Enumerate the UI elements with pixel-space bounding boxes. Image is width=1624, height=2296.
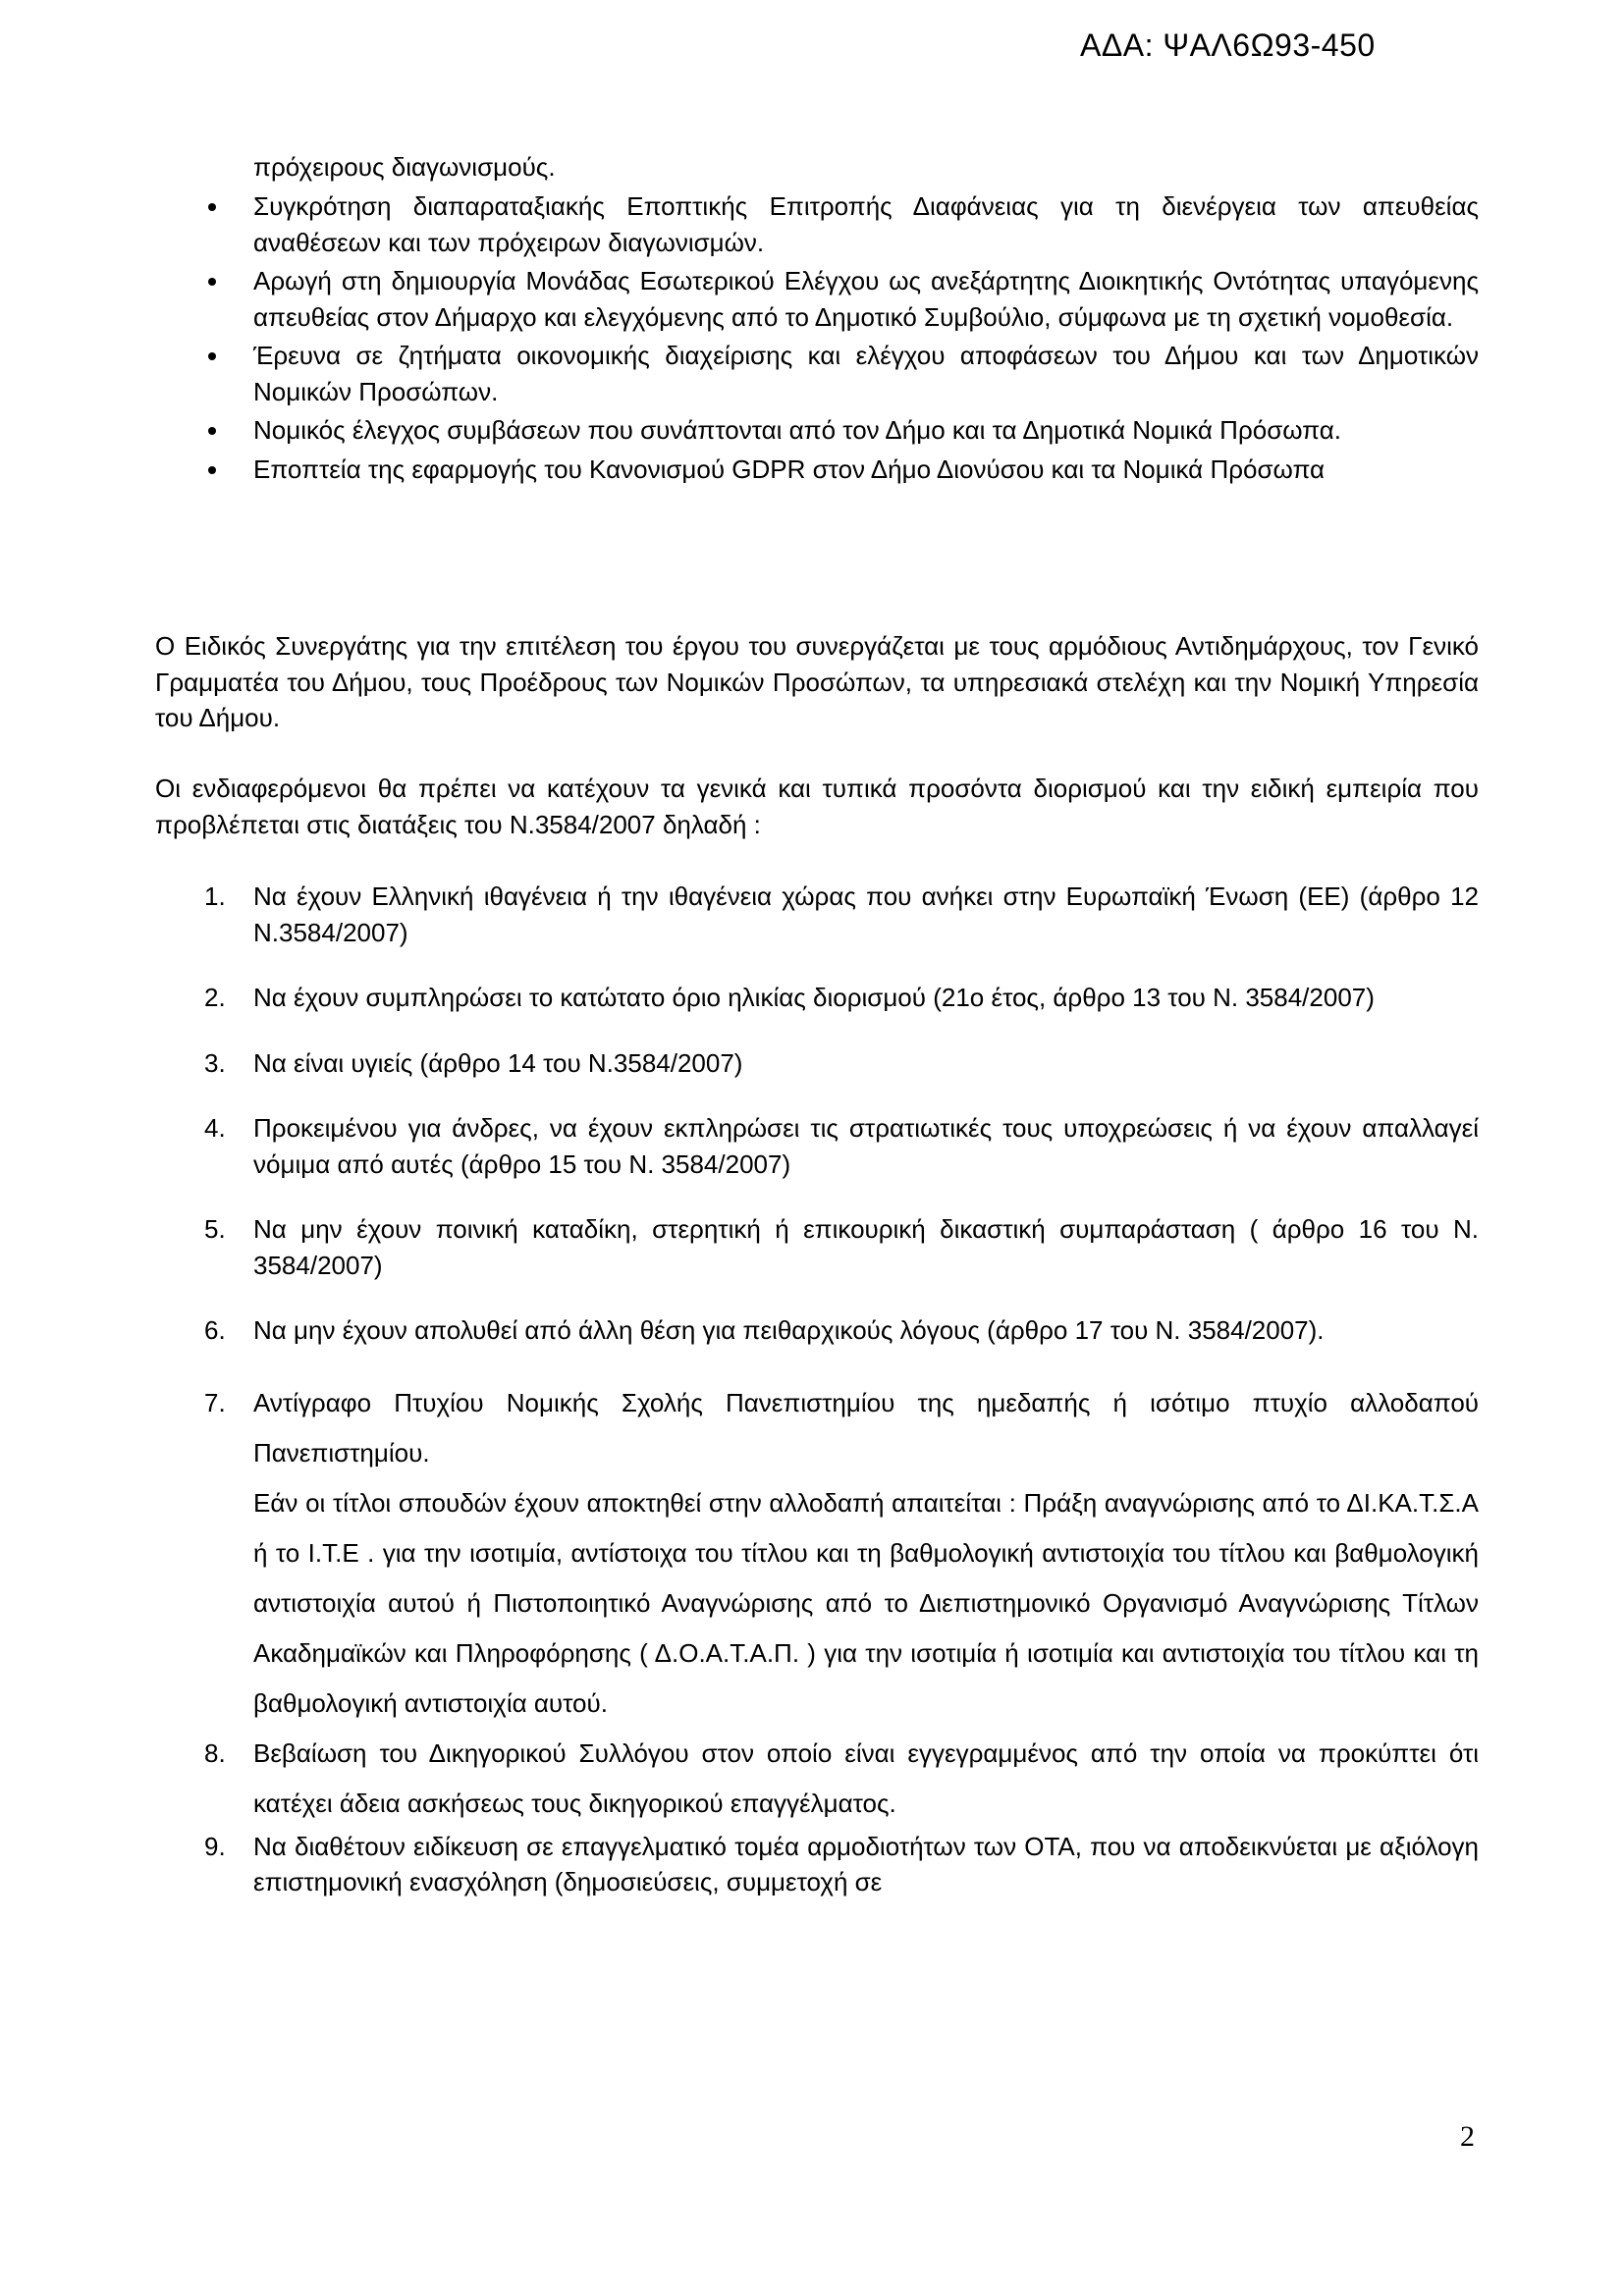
requirement-item bbox=[155, 1045, 1479, 1082]
ada-header: ΑΔΑ: ΨΑΛ6Ω93-450 bbox=[1080, 27, 1376, 63]
requirement-item bbox=[155, 1211, 1479, 1283]
requirement-subtext: Εάν οι τίτλοι σπουδών έχουν αποκτηθεί στην αλλοδαπή απαιτείται : Πράξη αναγνώρισης από το ΔΙ.ΚΑ.Τ.Σ.Α ή το Ι.Τ.Ε . για την ισοτιμία, αντίστοιχα του τίτλου και τη βαθμολογική αντιστοιχία του τίτλου και βαθμολογική αντιστοιχία αυτού ή Πιστοποιητικό Αναγνώρισης από το Διεπιστημονικό Οργανισμό Αναγνώρισης Τίτλων Ακαδημαϊκών και Πληροφόρησης ( Δ.Ο.Α.Τ.Α.Π. ) για την ισοτιμία ή ισοτιμία και αντιστοιχία του τίτλου και τη βαθμολογική αντιστοιχία αυτού. bbox=[253, 1487, 1479, 1718]
bullet-text: Εποπτεία της εφαρμογής του Κανονισμού GDPR στον Δήμο Διονύσου και τα Νομικά Πρόσωπα bbox=[253, 454, 1326, 484]
item-number: 4. bbox=[204, 1113, 226, 1143]
bullet-icon bbox=[208, 278, 216, 286]
bullet-list bbox=[155, 188, 1479, 490]
item-number: 6. bbox=[204, 1315, 226, 1345]
item-number: 3. bbox=[204, 1047, 226, 1078]
item-number: 1. bbox=[204, 881, 226, 911]
page-number: 2 bbox=[1460, 2120, 1475, 2153]
paragraph-collaboration: Ο Ειδικός Συνεργάτης για την επιτέλεση του έργου του συνεργάζεται με τους αρμόδιους Αντιδημάρχους, τον Γενικό Γραμματέα του Δήμου, τους Προέδρους των Νομικών Προσώπων, τα υπηρεσιακά στελέχη και την Νομική Υπηρεσία του Δήμου. bbox=[155, 631, 1479, 732]
requirement-item bbox=[155, 1312, 1479, 1349]
requirement-text: Να μην έχουν ποινική καταδίκη, στερητική ή επικουρική δικαστική συμπαράσταση ( άρθρο 16 του Ν. 3584/2007) bbox=[253, 1214, 1479, 1280]
item-number: 5. bbox=[204, 1214, 226, 1244]
item-number: 9. bbox=[204, 1831, 226, 1861]
requirement-item bbox=[155, 1110, 1479, 1182]
requirement-text: Προκειμένου για άνδρες, να έχουν εκπληρώσει τις στρατιωτικές τους υποχρεώσεις ή να έχουν απαλλαγεί νόμιμα από αυτές (άρθρο 15 του Ν. 3584/2007) bbox=[253, 1113, 1479, 1179]
bullet-item bbox=[155, 188, 1479, 260]
bullet-item bbox=[155, 338, 1479, 409]
bullet-text: Νομικός έλεγχος συμβάσεων που συνάπτονται από τον Δήμο και τα Δημοτικά Νομικά Πρόσωπα. bbox=[253, 415, 1342, 445]
requirement-text: Να μην έχουν απολυθεί από άλλη θέση για πειθαρχικούς λόγους (άρθρο 17 του Ν. 3584/2007). bbox=[253, 1315, 1325, 1345]
bullet-icon bbox=[208, 203, 216, 211]
requirement-item bbox=[155, 980, 1479, 1016]
bullet-item bbox=[155, 263, 1479, 335]
requirement-text: Να διαθέτουν ειδίκευση σε επαγγελματικό τομέα αρμοδιοτήτων των ΟΤΑ, που να αποδεικνύεται με αξιόλογη επιστημονική ενασχόληση (δημοσιεύσεις, συμμετοχή σε bbox=[253, 1831, 1479, 1896]
requirements-list bbox=[155, 879, 1479, 1900]
bullet-icon bbox=[208, 352, 216, 360]
requirement-text: Να είναι υγιείς (άρθρο 14 του Ν.3584/2007) bbox=[253, 1047, 743, 1078]
requirement-item bbox=[155, 1729, 1479, 1829]
requirement-item bbox=[155, 1378, 1479, 1729]
bullet-item bbox=[155, 452, 1479, 488]
requirement-item bbox=[155, 1829, 1479, 1900]
item-number: 8. bbox=[204, 1737, 226, 1768]
bullet-text: Έρευνα σε ζητήματα οικονομικής διαχείρισης και ελέγχου αποφάσεων του Δήμου και των Δημοτικών Νομικών Προσώπων. bbox=[253, 341, 1479, 406]
requirement-text: Να έχουν συμπληρώσει το κατώτατο όριο ηλικίας διορισμού (21ο έτος, άρθρο 13 του Ν. 3584/2007) bbox=[253, 983, 1375, 1012]
paragraph-requirements-intro: Οι ενδιαφερόμενοι θα πρέπει να κατέχουν τα γενικά και τυπικά προσόντα διορισμού και την ειδική εμπειρία που προβλέπεται στις διατάξεις του Ν.3584/2007 δηλαδή : bbox=[155, 774, 1479, 839]
item-number: 2. bbox=[204, 983, 226, 1012]
bullet-text: Αρωγή στη δημιουργία Μονάδας Εσωτερικού Ελέγχου ως ανεξάρτητης Διοικητικής Οντότητας υπαγόμενης απευθείας στον Δήμαρχο και ελεγχόμενης από το Δημοτικό Συμβούλιο, σύμφωνα με τη σχετική νομοθεσία. bbox=[253, 266, 1479, 332]
requirement-text: Αντίγραφο Πτυχίου Νομικής Σχολής Πανεπιστημίου της ημεδαπής ή ισότιμο πτυχίο αλλοδαπού Πανεπιστημίου. bbox=[253, 1387, 1479, 1468]
bullet-icon bbox=[208, 466, 216, 474]
requirement-text: Να έχουν Ελληνική ιθαγένεια ή την ιθαγένεια χώρας που ανήκει στην Ευρωπαϊκή Ένωση (ΕΕ) (άρθρο 12 Ν.3584/2007) bbox=[253, 881, 1479, 947]
bullet-text: Συγκρότηση διαπαραταξιακής Εποπτικής Επιτροπής Διαφάνειας για τη διενέργεια των απευθείας αναθέσεων και των πρόχειρων διαγωνισμών. bbox=[253, 191, 1479, 257]
bullet-item bbox=[155, 412, 1479, 449]
bullet-icon bbox=[208, 427, 216, 435]
item-number: 7. bbox=[204, 1387, 226, 1417]
requirement-item bbox=[155, 879, 1479, 950]
continuation-line: πρόχειρους διαγωνισμούς. bbox=[253, 152, 556, 182]
requirement-text: Βεβαίωση του Δικηγορικού Συλλόγου στον οποίο είναι εγγεγραμμένος από την οποία να προκύπτει ότι κατέχει άδεια ασκήσεως τους δικηγορικού επαγγέλματος. bbox=[253, 1737, 1479, 1818]
